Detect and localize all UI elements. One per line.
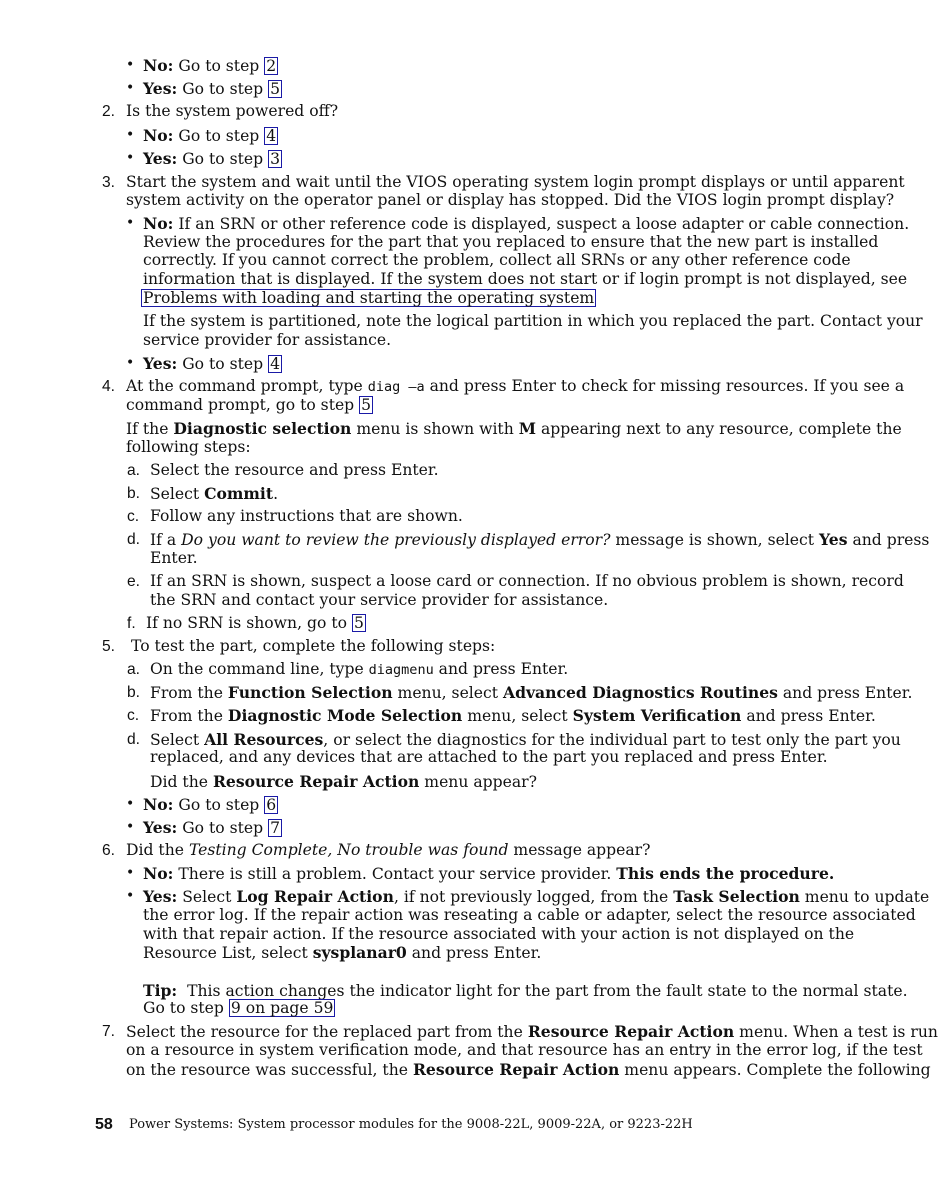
step6-tip: Tip: This action changes the indicator light for the part from the fault state to the normal state.	[143, 981, 908, 1000]
step6-yes-text: Resource List, select sysplanar0 and press Enter.	[143, 943, 542, 962]
substep-label: d.	[127, 531, 141, 548]
command-text: diagmenu	[368, 662, 434, 678]
step1-yes-answer: Yes: Go to step 5	[143, 79, 280, 98]
step4-substep-d: Enter.	[150, 549, 198, 567]
substep-label: b.	[127, 684, 141, 701]
step3-yes-answer: Yes: Go to step 4	[143, 354, 280, 373]
step5-yes-answer: Yes: Go to step 7	[143, 818, 280, 837]
step7-text: Select the resource for the replaced part from the Resource Repair Action menu. When a test is run	[126, 1022, 938, 1041]
step5-question: Did the Resource Repair Action menu appear?	[150, 772, 537, 791]
step3-text: system activity on the operator panel or display has stopped. Did the VIOS login prompt display?	[126, 191, 895, 209]
step4-substep-a: Select the resource and press Enter.	[150, 461, 439, 479]
step4-intro: If the Diagnostic selection menu is shown with M appearing next to any resource, complete the	[126, 419, 902, 438]
step-number: 3.	[102, 174, 116, 191]
page-number: 58	[95, 1116, 113, 1133]
step3-no-text: Review the procedures for the part that you replaced to ensure that the new part is installed	[143, 233, 879, 251]
os-problems-link[interactable]: Problems with loading and starting the operating system	[143, 289, 595, 307]
step-number: 5.	[102, 638, 116, 655]
substep-label: b.	[127, 485, 141, 502]
step5-intro: To test the part, complete the following steps:	[131, 637, 496, 655]
bullet: •	[126, 127, 135, 143]
bullet: •	[126, 150, 135, 166]
step-link[interactable]: 3	[270, 150, 280, 168]
step6-yes-text: with that repair action. If the resource associated with your action is not displayed on the	[143, 925, 855, 943]
step4-text: At the command prompt, type diag –a and press Enter to check for missing resources. If you see a	[126, 377, 905, 395]
step5-substep-b: From the Function Selection menu, select Advanced Diagnostics Routines and press Enter.	[150, 683, 913, 702]
step6-question: Did the Testing Complete, No trouble was found message appear?	[126, 841, 651, 859]
step4-substep-e: If an SRN is shown, suspect a loose card or connection. If no obvious problem is shown, record	[150, 572, 904, 590]
step7-text: on a resource in system verification mode, and that resource has an entry in the error log, if the test	[126, 1041, 923, 1059]
step3-no-answer: No: If an SRN or other reference code is displayed, suspect a loose adapter or cable connection.	[143, 214, 910, 233]
step1-no-answer: No: Go to step 2	[143, 56, 277, 75]
step4-substep-f: If no SRN is shown, go to 5	[146, 614, 364, 632]
bullet: •	[126, 865, 135, 881]
step-link[interactable]: 5	[270, 80, 280, 98]
step5-substep-d: Select All Resources, or select the diagnostics for the individual part to test only the part you	[150, 730, 901, 749]
step6-tip: Go to step 9 on page 59	[143, 999, 334, 1017]
bullet: •	[126, 215, 135, 231]
substep-label: a.	[127, 661, 141, 678]
step5-substep-a: On the command line, type diagmenu and press Enter.	[150, 660, 569, 678]
step2-no-answer: No: Go to step 4	[143, 126, 277, 145]
bullet: •	[126, 80, 135, 96]
substep-label: c.	[127, 508, 140, 525]
step6-yes-answer: Yes: Select Log Repair Action, if not previously logged, from the Task Selection menu to update	[143, 887, 930, 906]
step-link[interactable]: 5	[361, 396, 372, 414]
step4-text: command prompt, go to step 5	[126, 396, 372, 414]
step2-yes-answer: Yes: Go to step 3	[143, 149, 280, 168]
step-link[interactable]: 4	[270, 355, 280, 373]
step2-question: Is the system powered off?	[126, 102, 339, 120]
substep-label: d.	[127, 731, 141, 748]
bullet: •	[126, 819, 135, 835]
step-link[interactable]: 5	[353, 614, 364, 632]
step3-text: Start the system and wait until the VIOS operating system login prompt displays or until apparent	[126, 173, 905, 191]
step3-no-text: information that is displayed. If the system does not start or if login prompt is not displayed, see	[143, 270, 908, 288]
step6-no-answer: No: There is still a problem. Contact your service provider. This ends the procedure.	[143, 864, 835, 883]
bullet: •	[126, 355, 135, 371]
step7-text: on the resource was successful, the Resource Repair Action menu appears. Complete the following	[126, 1060, 931, 1079]
step4-substep-d: If a Do you want to review the previously displayed error? message is shown, select Yes and press	[150, 530, 930, 549]
step5-no-answer: No: Go to step 6	[143, 795, 277, 814]
substep-label: f.	[127, 615, 136, 632]
step-number: 2.	[102, 103, 116, 120]
bullet: •	[126, 796, 135, 812]
step-number: 4.	[102, 378, 116, 395]
step4-substep-e: the SRN and contact your service provider for assistance.	[150, 591, 609, 609]
step-number: 6.	[102, 842, 116, 859]
step5-substep-d: replaced, and any devices that are attached to the part you replaced and press Enter.	[150, 748, 828, 766]
step4-substep-b: Select Commit.	[150, 484, 279, 503]
bullet: •	[126, 888, 135, 904]
step-link[interactable]: 4	[266, 127, 277, 145]
step4-substep-c: Follow any instructions that are shown.	[150, 507, 463, 525]
step4-intro: following steps:	[126, 438, 251, 456]
bullet: •	[126, 57, 135, 73]
step3-note: service provider for assistance.	[143, 331, 392, 349]
step3-no-link-line	[141, 289, 596, 308]
substep-label: c.	[127, 707, 140, 724]
step-link[interactable]: 6	[266, 796, 277, 814]
step6-yes-text: the error log. If the repair action was reseating a cable or adapter, select the resource associated	[143, 906, 916, 924]
substep-label: e.	[127, 573, 141, 590]
substep-label: a.	[127, 462, 141, 479]
step3-no-text: correctly. If you cannot correct the problem, collect all SRNs or any other reference code	[143, 251, 851, 269]
step-link[interactable]: 7	[270, 819, 280, 837]
footer-title: Power Systems: System processor modules for the 9008-22L, 9009-22A, or 9223-22H	[129, 1117, 693, 1132]
step-link[interactable]: 2	[266, 57, 277, 75]
step5-substep-c: From the Diagnostic Mode Selection menu, select System Verification and press Enter.	[150, 706, 876, 725]
page-link[interactable]: 9 on page 59	[230, 999, 334, 1017]
step3-note: If the system is partitioned, note the logical partition in which you replaced the part. Contact your	[143, 312, 923, 330]
step-number: 7.	[102, 1023, 116, 1040]
command-text: diag –a	[367, 379, 425, 395]
